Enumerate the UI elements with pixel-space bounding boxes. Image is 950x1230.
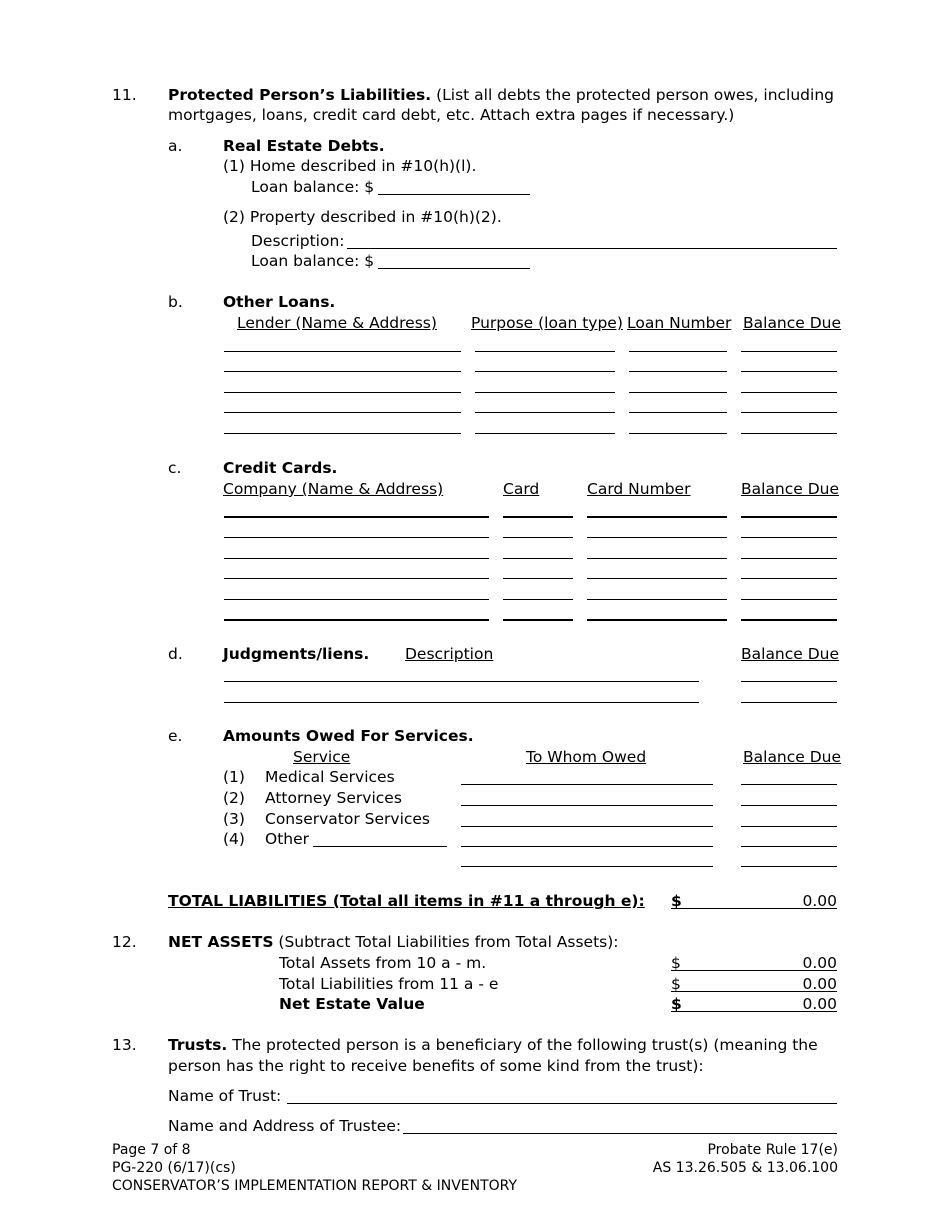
home-loan-balance-field[interactable] bbox=[378, 194, 530, 195]
judgment-balance-field[interactable] bbox=[741, 681, 837, 682]
card-number-field[interactable] bbox=[587, 619, 727, 621]
total-liabilities-value[interactable]: 0.00 bbox=[802, 892, 837, 910]
loan-purpose-field[interactable] bbox=[475, 433, 615, 434]
subsection-d-letter: d. bbox=[168, 645, 183, 663]
services-owed-title: Amounts Owed For Services. bbox=[223, 727, 474, 745]
footer-rule: Probate Rule 17(e) bbox=[707, 1142, 838, 1158]
extra-owed-to-field[interactable] bbox=[461, 866, 713, 867]
total-liabilities-row-currency: $ bbox=[671, 975, 681, 993]
trusts-title: Trusts. bbox=[168, 1036, 228, 1054]
section-11-title: Protected Person’s Liabilities. bbox=[168, 86, 432, 104]
loan-balance-field[interactable] bbox=[741, 371, 837, 372]
trustee-label: Name and Address of Trustee: bbox=[168, 1117, 402, 1135]
judgment-balance-field[interactable] bbox=[741, 702, 837, 703]
card-number-field[interactable] bbox=[587, 516, 727, 518]
card-balance-field[interactable] bbox=[741, 599, 837, 600]
property-loan-balance-field[interactable] bbox=[378, 268, 530, 269]
footer-form-title: CONSERVATOR’S IMPLEMENTATION REPORT & INVENTORY bbox=[112, 1178, 518, 1194]
trusts-text: The protected person is a beneficiary of the following trust(s) (meaning the bbox=[227, 1036, 818, 1054]
section-13-heading bbox=[168, 1036, 818, 1055]
loan-lender-field[interactable] bbox=[224, 412, 461, 413]
loan-balance-field[interactable] bbox=[741, 412, 837, 413]
loan-lender-field[interactable] bbox=[224, 351, 461, 352]
net-estate-value[interactable]: 0.00 bbox=[802, 995, 837, 1013]
card-balance-column-header: Balance Due bbox=[741, 480, 840, 498]
loan-purpose-field[interactable] bbox=[475, 392, 615, 393]
total-liabilities-row-label: Total Liabilities from 11 a - e bbox=[279, 975, 499, 993]
net-estate-value-currency: $ bbox=[671, 995, 682, 1013]
card-number-column-header: Card Number bbox=[587, 480, 691, 498]
loan-lender-field[interactable] bbox=[224, 433, 461, 434]
footer-page-number: Page 7 of 8 bbox=[112, 1142, 191, 1158]
card-company-field[interactable] bbox=[224, 619, 489, 621]
service-column-header: Service bbox=[293, 748, 351, 766]
service-item-number: (4) bbox=[223, 830, 245, 848]
service-item-number: (1) bbox=[223, 768, 245, 786]
medical-owed-to-field[interactable] bbox=[461, 784, 713, 785]
loan-number-field[interactable] bbox=[629, 392, 727, 393]
home-item-label: (1) Home described in #10(h)(l). bbox=[223, 157, 477, 175]
section-11-intro: (List all debts the protected person owes, including bbox=[431, 86, 834, 104]
card-column-header: Card bbox=[503, 480, 540, 498]
card-number-field[interactable] bbox=[587, 558, 727, 559]
card-number-field[interactable] bbox=[587, 578, 727, 579]
other-owed-to-field[interactable] bbox=[461, 846, 713, 847]
card-balance-field[interactable] bbox=[741, 537, 837, 538]
loan-lender-field[interactable] bbox=[224, 371, 461, 372]
attorney-balance-field[interactable] bbox=[741, 805, 837, 806]
card-field[interactable] bbox=[503, 599, 573, 600]
real-estate-debts-title: Real Estate Debts. bbox=[223, 137, 385, 155]
footer-form-number: PG-220 (6/17)(cs) bbox=[112, 1160, 236, 1176]
judgment-description-field[interactable] bbox=[224, 681, 699, 682]
loan-purpose-field[interactable] bbox=[475, 371, 615, 372]
other-balance-field[interactable] bbox=[741, 846, 837, 847]
to-whom-owed-column-header: To Whom Owed bbox=[526, 748, 647, 766]
card-field[interactable] bbox=[503, 619, 573, 621]
trustee-field[interactable] bbox=[403, 1133, 837, 1134]
loan-balance-column-header: Balance Due bbox=[743, 314, 842, 332]
subsection-b-letter: b. bbox=[168, 293, 183, 311]
card-company-field[interactable] bbox=[224, 599, 489, 600]
property-description-field[interactable] bbox=[347, 248, 837, 249]
other-services-label: Other bbox=[265, 830, 310, 848]
section-12-heading bbox=[168, 933, 619, 952]
section-11-number: 11. bbox=[112, 86, 137, 104]
conservator-services-label: Conservator Services bbox=[265, 810, 431, 828]
subsection-a-letter: a. bbox=[168, 137, 183, 155]
total-assets-currency: $ bbox=[671, 954, 681, 972]
section-11-heading bbox=[168, 86, 834, 105]
property-loan-balance-label: Loan balance: $ bbox=[251, 252, 375, 270]
card-company-field[interactable] bbox=[224, 516, 489, 518]
loan-purpose-field[interactable] bbox=[475, 351, 615, 352]
judgment-description-header: Description bbox=[405, 645, 494, 663]
loan-lender-field[interactable] bbox=[224, 392, 461, 393]
card-field[interactable] bbox=[503, 578, 573, 579]
card-balance-field[interactable] bbox=[741, 619, 837, 621]
subsection-c-letter: c. bbox=[168, 459, 182, 477]
loan-balance-field[interactable] bbox=[741, 351, 837, 352]
attorney-services-label: Attorney Services bbox=[265, 789, 402, 807]
other-loans-title: Other Loans. bbox=[223, 293, 336, 311]
trusts-text-line2: person has the right to receive benefits of some kind from the trust): bbox=[168, 1057, 704, 1075]
loan-purpose-field[interactable] bbox=[475, 412, 615, 413]
section-12-number: 12. bbox=[112, 933, 137, 951]
card-balance-field[interactable] bbox=[741, 516, 837, 518]
card-balance-field[interactable] bbox=[741, 558, 837, 559]
total-liabilities-row-value[interactable]: 0.00 bbox=[802, 975, 837, 993]
section-11-intro-line2: mortgages, loans, credit card debt, etc. Attach extra pages if necessary.) bbox=[168, 106, 735, 124]
medical-services-label: Medical Services bbox=[265, 768, 395, 786]
loan-number-field[interactable] bbox=[629, 412, 727, 413]
judgment-description-field[interactable] bbox=[224, 702, 699, 703]
medical-balance-field[interactable] bbox=[741, 784, 837, 785]
card-field[interactable] bbox=[503, 516, 573, 518]
total-liabilities-label: TOTAL LIABILITIES (Total all items in #11 a through e): bbox=[168, 892, 645, 910]
other-service-name-field[interactable] bbox=[313, 846, 447, 847]
property-item-label: (2) Property described in #10(h)(2). bbox=[223, 208, 502, 226]
loan-number-field[interactable] bbox=[629, 433, 727, 434]
extra-balance-field[interactable] bbox=[741, 866, 837, 867]
service-item-number: (2) bbox=[223, 789, 245, 807]
card-company-field[interactable] bbox=[224, 558, 489, 559]
conservator-owed-to-field[interactable] bbox=[461, 826, 713, 827]
footer-statute: AS 13.26.505 & 13.06.100 bbox=[652, 1160, 838, 1176]
card-number-field[interactable] bbox=[587, 599, 727, 600]
card-field[interactable] bbox=[503, 537, 573, 538]
section-13-number: 13. bbox=[112, 1036, 137, 1054]
credit-cards-title: Credit Cards. bbox=[223, 459, 338, 477]
loan-number-field[interactable] bbox=[629, 351, 727, 352]
total-assets-label: Total Assets from 10 a - m. bbox=[279, 954, 487, 972]
trust-name-label: Name of Trust: bbox=[168, 1087, 282, 1105]
total-liabilities-currency: $ bbox=[671, 892, 682, 910]
judgment-balance-header: Balance Due bbox=[741, 645, 840, 663]
attorney-owed-to-field[interactable] bbox=[461, 805, 713, 806]
net-assets-title: NET ASSETS bbox=[168, 933, 274, 951]
judgments-liens-title: Judgments/liens. bbox=[223, 645, 370, 663]
total-assets-value[interactable]: 0.00 bbox=[802, 954, 837, 972]
card-number-field[interactable] bbox=[587, 537, 727, 538]
loan-balance-field[interactable] bbox=[741, 433, 837, 434]
purpose-column-header: Purpose (loan type) bbox=[471, 314, 623, 332]
card-company-field[interactable] bbox=[224, 537, 489, 538]
home-loan-balance-label: Loan balance: $ bbox=[251, 178, 375, 196]
lender-column-header: Lender (Name & Address) bbox=[237, 314, 437, 332]
card-company-field[interactable] bbox=[224, 578, 489, 579]
card-field[interactable] bbox=[503, 558, 573, 559]
service-item-number: (3) bbox=[223, 810, 245, 828]
company-column-header: Company (Name & Address) bbox=[223, 480, 444, 498]
trust-name-field[interactable] bbox=[287, 1103, 837, 1104]
service-balance-column-header: Balance Due bbox=[743, 748, 842, 766]
conservator-balance-field[interactable] bbox=[741, 826, 837, 827]
loan-number-field[interactable] bbox=[629, 371, 727, 372]
loan-number-column-header: Loan Number bbox=[627, 314, 732, 332]
loan-balance-field[interactable] bbox=[741, 392, 837, 393]
card-balance-field[interactable] bbox=[741, 578, 837, 579]
subsection-e-letter: e. bbox=[168, 727, 183, 745]
net-assets-intro: (Subtract Total Liabilities from Total Assets): bbox=[273, 933, 619, 951]
net-estate-value-label: Net Estate Value bbox=[279, 995, 425, 1013]
property-description-label: Description: bbox=[251, 232, 345, 250]
